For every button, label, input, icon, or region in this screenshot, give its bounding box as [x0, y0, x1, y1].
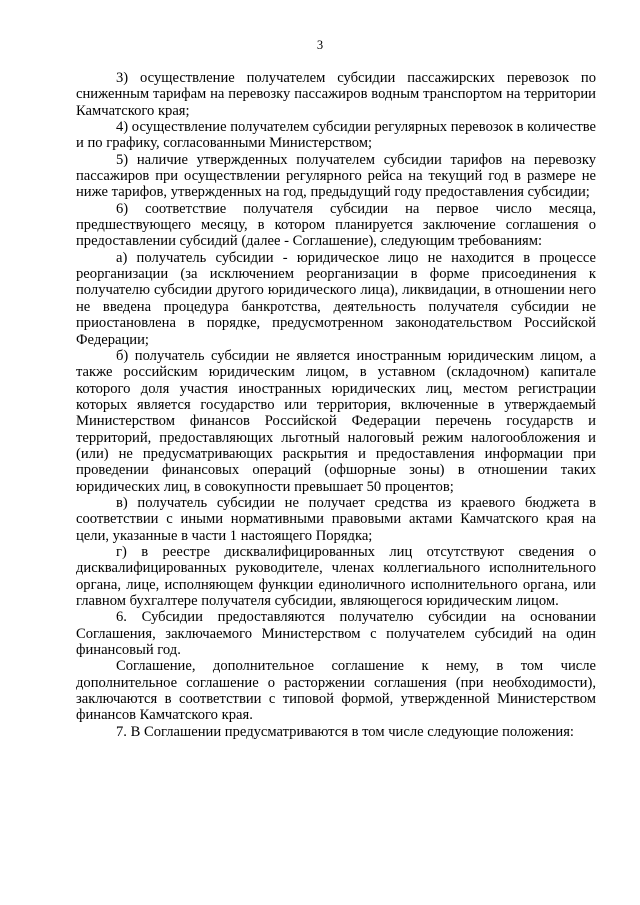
paragraph-section-7: 7. В Соглашении предусматриваются в том числе следующие положения:: [116, 723, 574, 740]
page-number: 3: [316, 38, 324, 52]
paragraph-subitem-b: б) получатель субсидии не является иностранным юридическим лицом, а также российским юридическим лицом, в уставном (складочном) капитале которого доля участия иностранных юридических лиц, местом регистрации которых является государство или территория, включенные в утверждаемый Министерством финансов Российской Федерации перечень государств и территорий, предоставляющих льготный налоговый режим налогообложения и (или) не предусматривающих раскрытия и предоставления информации при проведении финансовых операций (офшорные зоны) в отношении таких юридических лиц, в совокупности превышает 50 процентов;: [76, 347, 596, 495]
paragraph-subitem-a: а) получатель субсидии - юридическое лицо не находится в процессе реорганизации (за исключением реорганизации в форме присоединения к получателю субсидии другого юридического лица), ликвидации, в отношении него не введена процедура банкротства, деятельность получателя субсидии не приостановлена в порядке, предусмотренном законодательством Российской Федерации;: [76, 249, 596, 348]
paragraph-item-5: 5) наличие утвержденных получателем субсидии тарифов на перевозку пассажиров при осуществлении регулярного рейса на текущий год в размере не ниже тарифов, утвержденных на год, предыдущий году предоставления субсидии;: [76, 151, 596, 201]
document-body: [76, 70, 596, 740]
paragraph-agreement: Соглашение, дополнительное соглашение к нему, в том числе дополнительное соглашение о расторжении соглашения (при необходимости), заключаются в соответствии с типовой формой, утвержденной Министерством финансов Камчатского края.: [76, 658, 596, 724]
paragraph-subitem-g: г) в реестре дисквалифицированных лиц отсутствуют сведения о дисквалифицированных руководителе, членах коллегиального исполнительного органа, лице, исполняющем функции единоличного исполнительного органа, или главном бухгалтере получателя субсидии, являющегося юридическим лицом.: [76, 543, 596, 609]
paragraph-subitem-v: в) получатель субсидии не получает средства из краевого бюджета в соответствии с иными нормативными правовыми актами Камчатского края на цели, указанные в части 1 настоящего Порядка;: [76, 494, 596, 544]
paragraph-item-6: 6) соответствие получателя субсидии на первое число месяца, предшествующего месяцу, в котором планируется заключение соглашения о предоставлении субсидий (далее - Соглашение), следующим требованиям:: [76, 200, 596, 250]
paragraph-section-6: 6. Субсидии предоставляются получателю субсидии на основании Соглашения, заключаемого Министерством с получателем субсидий на один финансовый год.: [76, 609, 596, 659]
paragraph-item-4: 4) осуществление получателем субсидии регулярных перевозок в количестве и по графику, согласованными Министерством;: [76, 119, 596, 152]
paragraph-item-3: 3) осуществление получателем субсидии пассажирских перевозок по сниженным тарифам на перевозку пассажиров водным транспортом на территории Камчатского края;: [76, 70, 596, 119]
